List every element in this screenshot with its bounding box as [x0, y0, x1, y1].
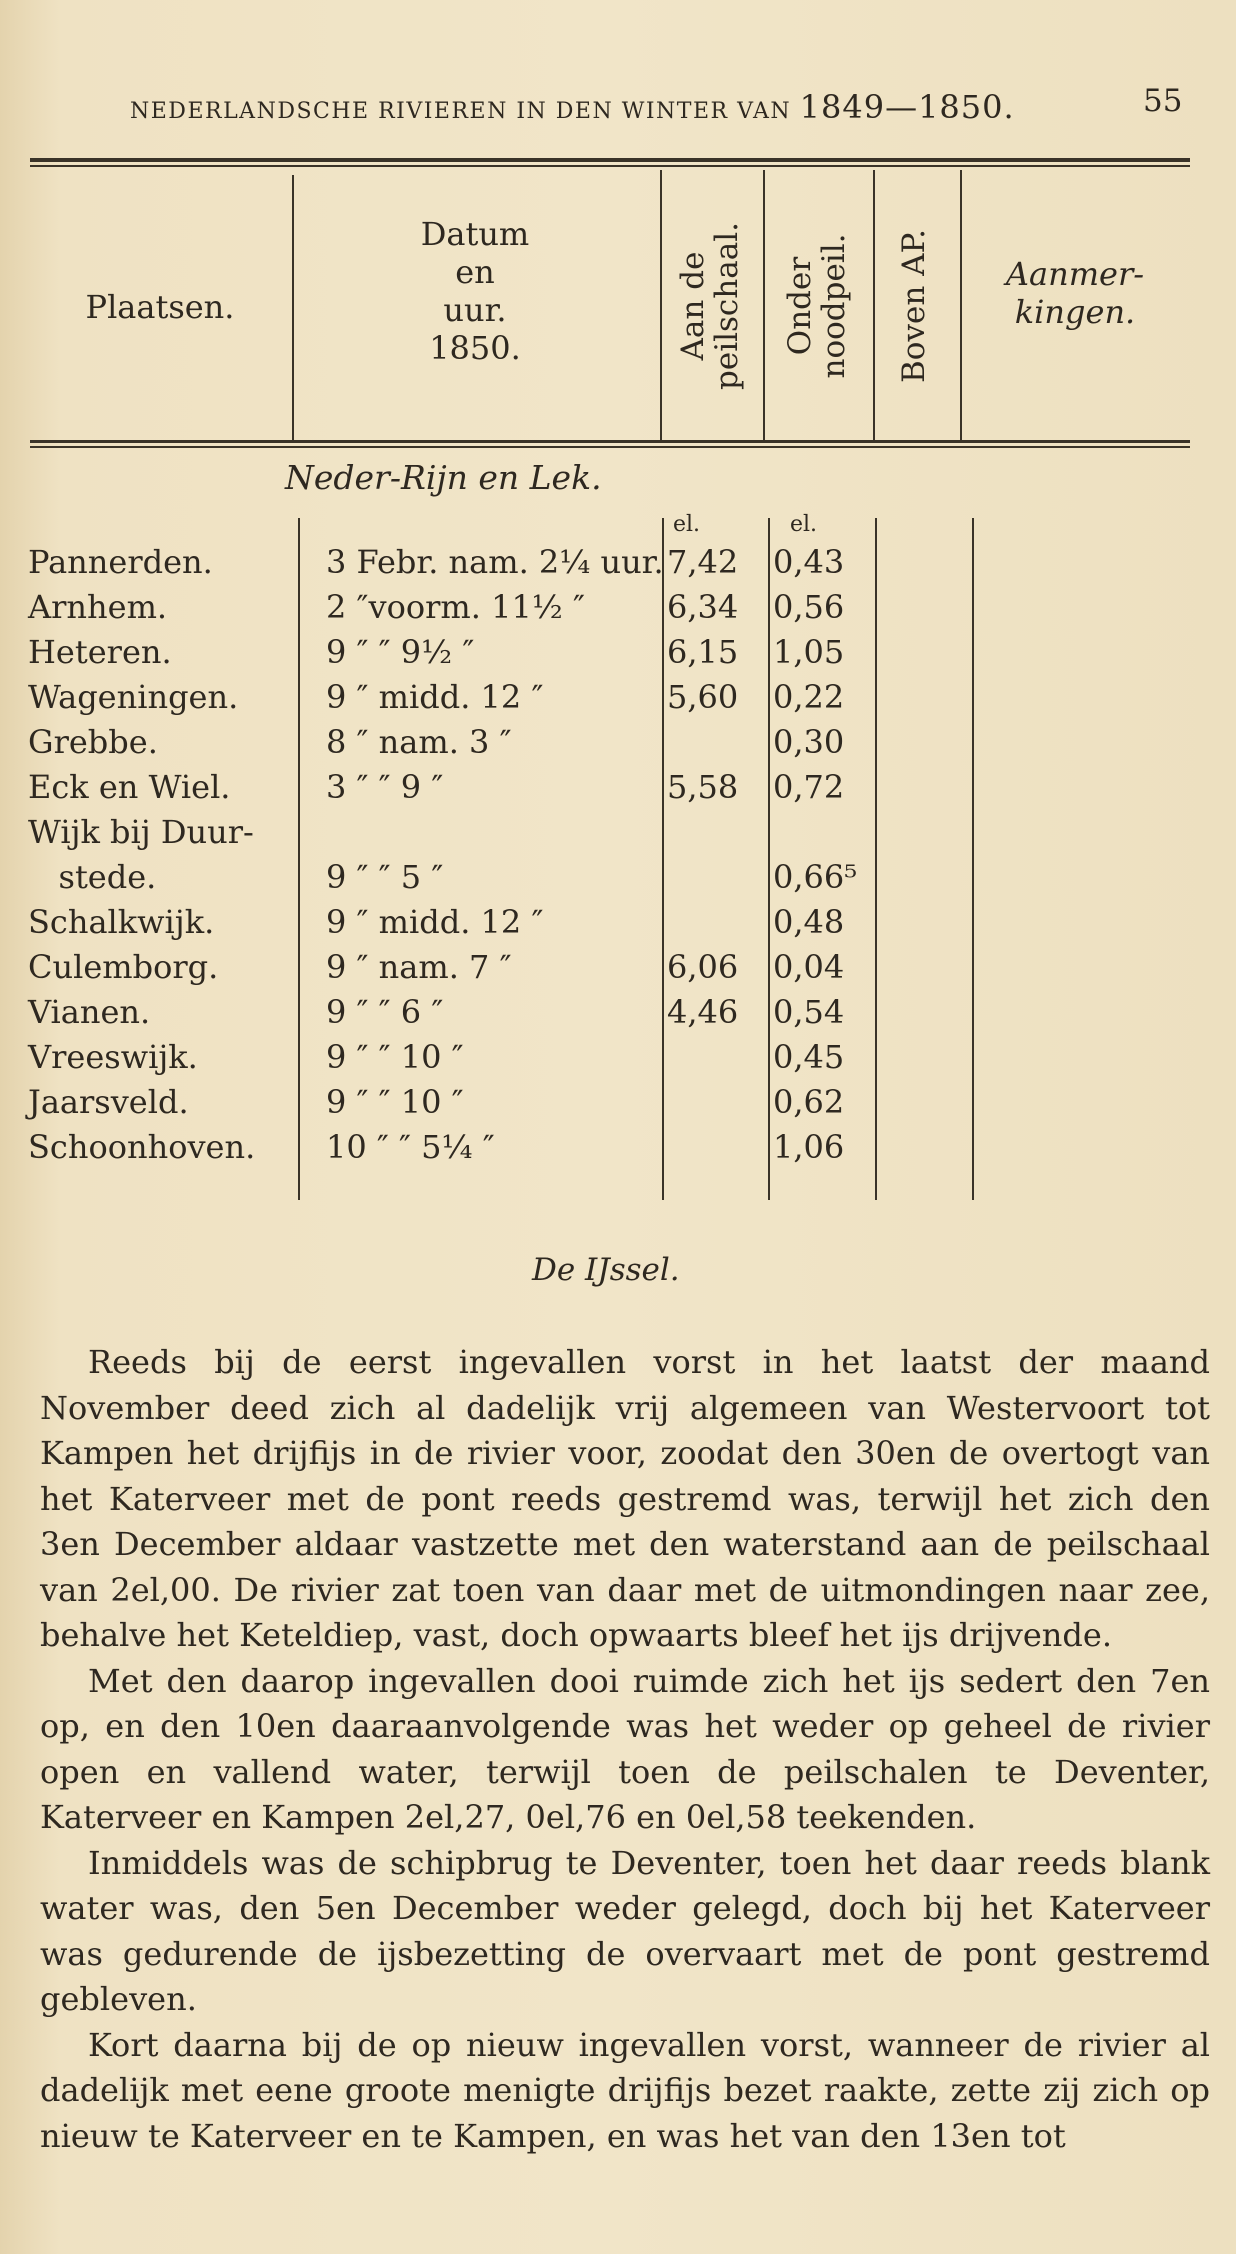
table-header-rule [30, 440, 1190, 443]
cell-date: 9 ″ midd. 12 ″ [326, 903, 544, 941]
table-row [0, 990, 1236, 1035]
table-row [0, 540, 1236, 585]
cell-place: Arnhem. [28, 588, 168, 626]
cell-place: Heteren. [28, 633, 172, 671]
cell-date: 9 ″ nam. 7 ″ [326, 948, 512, 986]
cell-onder: 0,04 [773, 948, 845, 986]
cell-peil: 4,46 [667, 993, 739, 1031]
cell-date: 9 ″ ″ 6 ″ [326, 993, 444, 1031]
running-header [130, 88, 1015, 126]
header-title-text: NEDERLANDSCHE RIVIEREN IN DEN WINTER VAN [130, 99, 792, 124]
cell-place: Culemborg. [28, 948, 219, 986]
cell-date: 9 ″ ″ 10 ″ [326, 1083, 464, 1121]
col-divider [660, 170, 662, 440]
cell-peil: 7,42 [667, 543, 739, 581]
cell-peil: 6,15 [667, 633, 739, 671]
cell-onder: 0,45 [773, 1038, 845, 1076]
cell-peil: 5,60 [667, 678, 739, 716]
col-divider [292, 175, 294, 440]
cell-onder: 0,48 [773, 903, 845, 941]
cell-date: 10 ″ ″ 5¼ ″ [326, 1128, 495, 1166]
table-top-rule-thin [30, 165, 1190, 167]
col-header-notes-line: kingen. [1014, 293, 1136, 331]
paragraph: Kort daarna bij de op nieuw ingevallen vorst, wanneer de rivier al dadelijk met eene groote menigte drijfijs bezet raakte, zette zij zich op nieuw te Katerveer en te Kampen, en was het van den 13en tot [40, 2025, 1210, 2155]
unit-onder: el. [790, 512, 818, 537]
cell-onder: 0,56 [773, 588, 845, 626]
cell-peil: 6,34 [667, 588, 739, 626]
table-row [0, 1080, 1236, 1125]
col-header-aanmerkingen [965, 255, 1185, 331]
cell-onder: 0,30 [773, 723, 845, 761]
cell-peil: 5,58 [667, 768, 739, 806]
table-row [0, 630, 1236, 675]
body-text [40, 1340, 1210, 2159]
cell-place: Vreeswijk. [28, 1038, 198, 1076]
cell-place: Pannerden. [28, 543, 213, 581]
cell-date: 9 ″ ″ 9½ ″ [326, 633, 475, 671]
col-header-date-line: en [455, 253, 495, 291]
cell-place: Schalkwijk. [28, 903, 215, 941]
col-header-peil-line: Aan de [675, 251, 711, 361]
cell-onder: 0,66⁵ [773, 858, 858, 896]
paragraph: Reeds bij de eerst ingevallen vorst in het laatst der maand November deed zich al dadelijk vrij algemeen van Westervoort tot Kampen het drijfijs in de rivier voor, zoodat den 30en de overtogt van het Katerveer met de pont reeds gestremd was, terwijl het zich den 3en December aldaar vastzette met den waterstand aan de peilschaal van 2el,00. De rivier zat toen van daar met de uitmondingen naar zee, behalve het Keteldiep, vast, doch opwaarts bleef het ijs drijvende. [40, 1343, 1210, 1654]
table-row [0, 675, 1236, 720]
table-row [0, 855, 1236, 900]
cell-onder: 1,05 [773, 633, 845, 671]
cell-place: Schoonhoven. [28, 1128, 256, 1166]
table-row [0, 1125, 1236, 1170]
cell-peil: 6,06 [667, 948, 739, 986]
col-header-date-line: uur. [443, 291, 507, 329]
col-header-boven-ap: Boven AP. [896, 229, 932, 383]
table-row [0, 945, 1236, 990]
col-header-places: Plaatsen. [85, 288, 235, 326]
section-title-ijssel: De IJssel. [532, 1252, 680, 1288]
unit-peil: el. [673, 512, 701, 537]
table-top-rule [30, 158, 1190, 162]
col-header-onder-line: Onder [782, 256, 818, 356]
col-divider [873, 170, 875, 440]
cell-onder: 0,43 [773, 543, 845, 581]
col-header-peilschaal [676, 196, 746, 416]
cell-place: Jaarsveld. [28, 1083, 189, 1121]
col-divider [960, 170, 962, 440]
cell-onder: 0,62 [773, 1083, 845, 1121]
col-divider [763, 170, 765, 440]
table-row [0, 720, 1236, 765]
cell-place: Wageningen. [28, 678, 239, 716]
header-years: 1849—1850. [799, 88, 1015, 126]
cell-date: 2 ″voorm. 11½ ″ [326, 588, 585, 626]
cell-date: 8 ″ nam. 3 ″ [326, 723, 512, 761]
cell-onder: 0,54 [773, 993, 845, 1031]
cell-place: stede. [28, 858, 157, 896]
cell-onder: 0,22 [773, 678, 845, 716]
col-header-date [300, 215, 650, 367]
cell-place: Vianen. [28, 993, 151, 1031]
col-header-peil-line: peilschaal. [709, 222, 745, 390]
cell-date: 9 ″ ″ 10 ″ [326, 1038, 464, 1076]
paragraph: Inmiddels was de schipbrug te Deventer, toen het daar reeds blank water was, den 5en December weder gelegd, doch bij het Katerveer was gedurende de ijsbezetting de overvaart met de pont gestremd gebleven. [40, 1843, 1210, 2018]
col-header-date-line: Datum [420, 215, 530, 253]
cell-place: Grebbe. [28, 723, 158, 761]
table-row [0, 810, 1236, 855]
table-row [0, 1035, 1236, 1080]
col-header-date-line: 1850. [429, 329, 521, 367]
section-title-neder-rijn: Neder-Rijn en Lek. [285, 458, 602, 497]
table-row [0, 765, 1236, 810]
col-header-noodpeil [783, 196, 853, 416]
col-header-onder-line: noodpeil. [816, 233, 852, 379]
page-number: 55 [1143, 83, 1183, 119]
cell-onder: 0,72 [773, 768, 845, 806]
table-row [0, 900, 1236, 945]
paragraph: Met den daarop ingevallen dooi ruimde zich het ijs sedert den 7en op, en den 10en daaraanvolgende was het weder op geheel de rivier open en vallend water, terwijl toen de peilschalen te Deventer, Katerveer en Kampen 2el,27, 0el,76 en 0el,58 teekenden. [40, 1661, 1210, 1836]
col-header-notes-line: Aanmer- [1005, 255, 1145, 293]
cell-date: 3 ″ ″ 9 ″ [326, 768, 444, 806]
table-header-rule-thin [30, 446, 1190, 448]
cell-date: 9 ″ midd. 12 ″ [326, 678, 544, 716]
cell-place: Wijk bij Duur- [28, 813, 254, 851]
cell-onder: 1,06 [773, 1128, 845, 1166]
table-row [0, 585, 1236, 630]
cell-place: Eck en Wiel. [28, 768, 231, 806]
cell-date: 9 ″ ″ 5 ″ [326, 858, 444, 896]
cell-date: 3 Febr. nam. 2¼ uur. [326, 543, 664, 581]
